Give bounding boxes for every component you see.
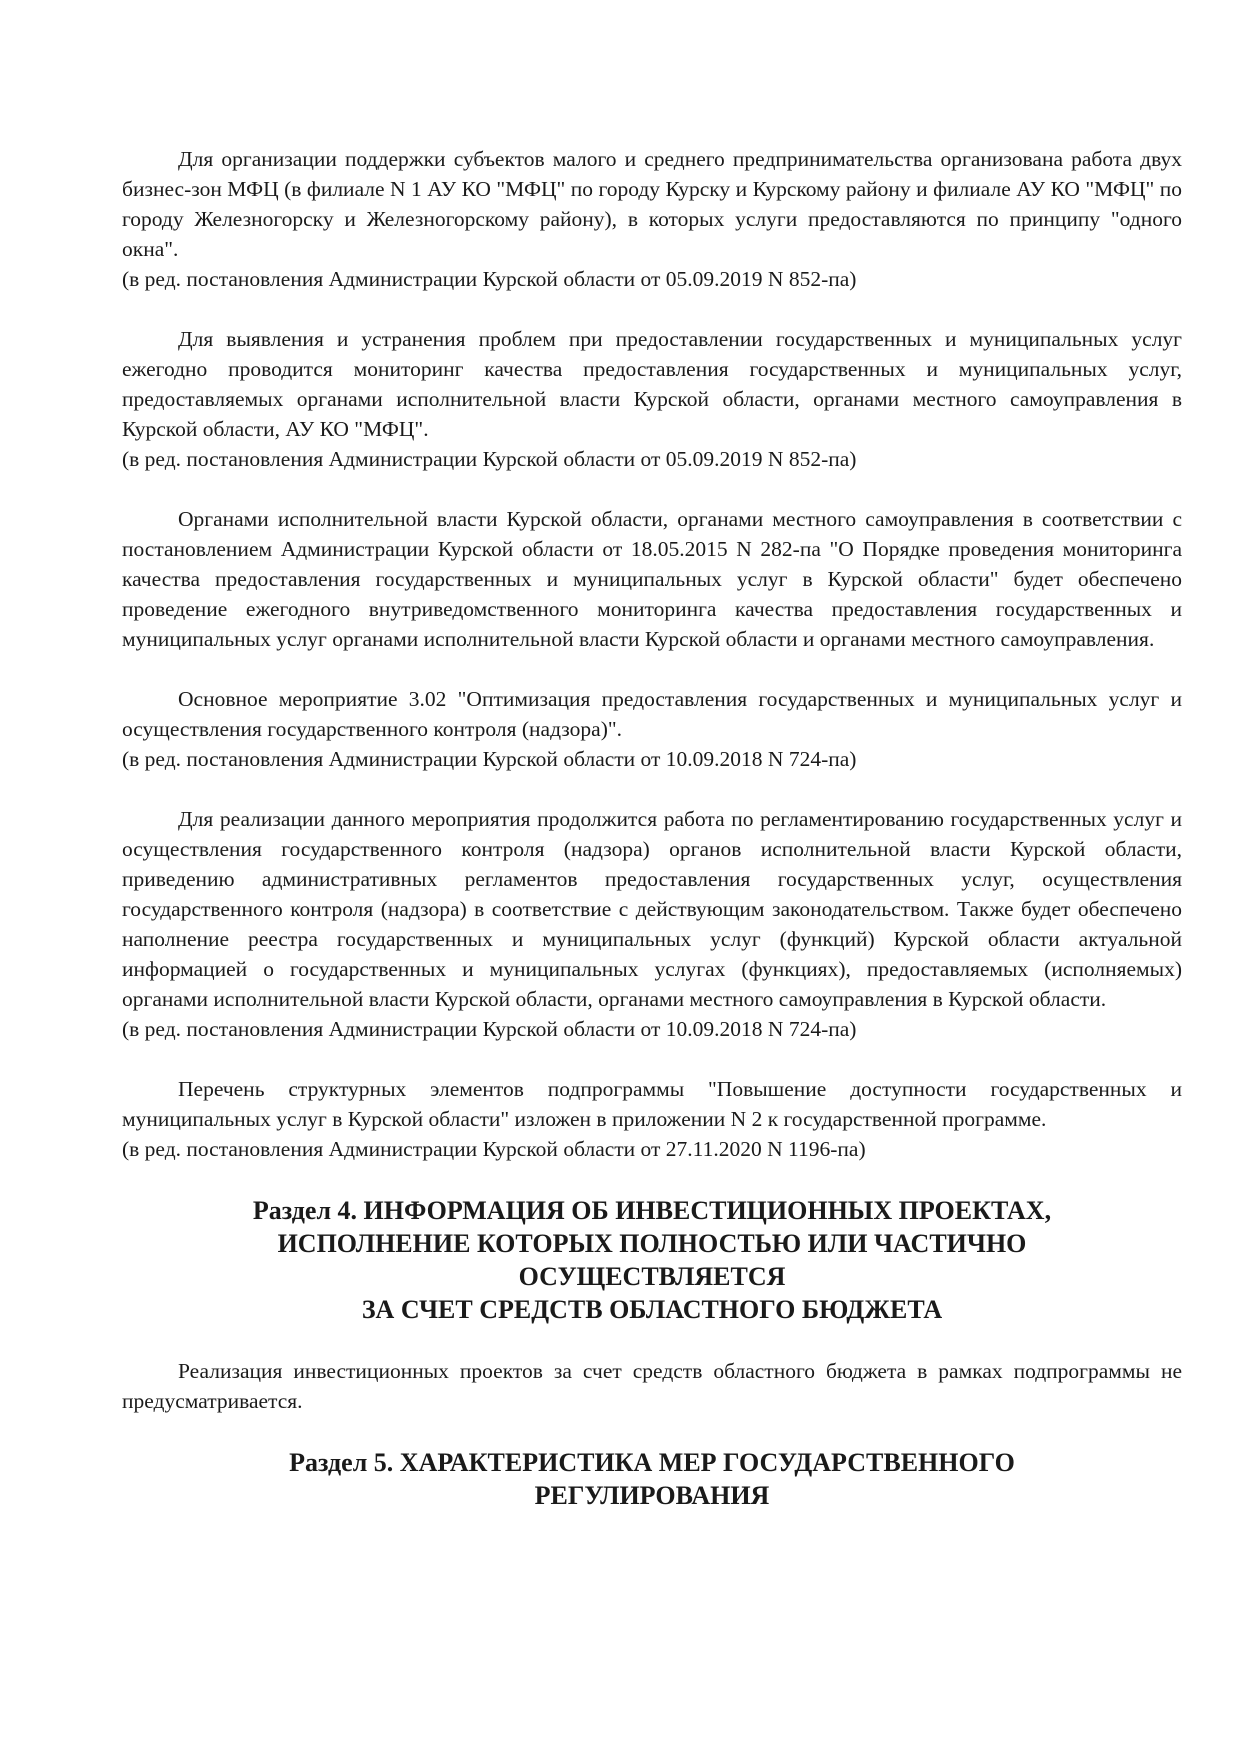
amendment-note: (в ред. постановления Администрации Курской области от 05.09.2019 N 852-па) — [122, 447, 857, 471]
amendment-note: (в ред. постановления Администрации Курской области от 10.09.2018 N 724-па) — [122, 747, 857, 771]
section-4-heading — [122, 1194, 1182, 1326]
paragraph-text: Для выявления и устранения проблем при предоставлении государственных и муниципальных услуг ежегодно проводится мониторинг качества предоставления государственных и муниципальных услуг, предоставляемых органами исполнительной власти Курской области, органами местного самоуправления в Курской области, АУ КО "МФЦ". — [122, 327, 1182, 441]
paragraph-text: Основное мероприятие 3.02 "Оптимизация предоставления государственных и муниципальных услуг и осуществления государственного контроля (надзора)". — [122, 687, 1182, 741]
section-4-body — [122, 1356, 1182, 1416]
heading-line: РЕГУЛИРОВАНИЯ — [534, 1481, 770, 1510]
paragraph-block-4 — [122, 684, 1182, 774]
heading-line: Раздел 4. ИНФОРМАЦИЯ ОБ ИНВЕСТИЦИОННЫХ ПРОЕКТАХ, — [252, 1196, 1052, 1225]
heading-line: ЗА СЧЕТ СРЕДСТВ ОБЛАСТНОГО БЮДЖЕТА — [361, 1295, 943, 1324]
amendment-note: (в ред. постановления Администрации Курской области от 27.11.2020 N 1196-па) — [122, 1137, 866, 1161]
paragraph-text: Реализация инвестиционных проектов за счет средств областного бюджета в рамках подпрограммы не предусматривается. — [122, 1359, 1182, 1413]
document-page — [122, 144, 1182, 1512]
paragraph-text: Органами исполнительной власти Курской области, органами местного самоуправления в соответствии с постановлением Администрации Курской области от 18.05.2015 N 282-па "О Порядке проведения мониторинга качества предоставления государственных и муниципальных услуг в Курской области" будет обеспечено проведение ежегодного внутриведомственного мониторинга качества предоставления государственных и муниципальных услуг органами исполнительной власти Курской области и органами местного самоуправления. — [122, 507, 1182, 651]
section-5-heading — [122, 1446, 1182, 1512]
heading-line: ИСПОЛНЕНИЕ КОТОРЫХ ПОЛНОСТЬЮ ИЛИ ЧАСТИЧНО — [277, 1229, 1027, 1258]
paragraph-block-1 — [122, 144, 1182, 294]
paragraph-block-6 — [122, 1074, 1182, 1164]
paragraph-block-5 — [122, 804, 1182, 1044]
paragraph-text: Перечень структурных элементов подпрограммы "Повышение доступности государственных и муниципальных услуг в Курской области" изложен в приложении N 2 к государственной программе. — [122, 1077, 1182, 1131]
paragraph-text: Для организации поддержки субъектов малого и среднего предпринимательства организована работа двух бизнес-зон МФЦ (в филиале N 1 АУ КО "МФЦ" по городу Курску и Курскому району и филиале АУ КО "МФЦ" по городу Железногорску и Железногорскому району), в которых услуги предоставляются по принципу "одного окна". — [122, 147, 1182, 261]
amendment-note: (в ред. постановления Администрации Курской области от 10.09.2018 N 724-па) — [122, 1017, 857, 1041]
heading-line: ОСУЩЕСТВЛЯЕТСЯ — [518, 1262, 786, 1291]
spacer — [122, 1326, 1182, 1356]
amendment-note: (в ред. постановления Администрации Курской области от 05.09.2019 N 852-па) — [122, 267, 857, 291]
heading-line: Раздел 5. ХАРАКТЕРИСТИКА МЕР ГОСУДАРСТВЕННОГО — [289, 1448, 1015, 1477]
paragraph-block-3 — [122, 504, 1182, 654]
paragraph-text: Для реализации данного мероприятия продолжится работа по регламентированию государственных услуг и осуществления государственного контроля (надзора) органов исполнительной власти Курской области, приведению административных регламентов предоставления государственных услуг, осуществления государственного контроля (надзора) в соответствие с действующим законодательством. Также будет обеспечено наполнение реестра государственных и муниципальных услуг (функций) Курской области актуальной информацией о государственных и муниципальных услугах (функциях), предоставляемых (исполняемых) органами исполнительной власти Курской области, органами местного самоуправления в Курской области. — [122, 807, 1182, 1011]
paragraph-block-2 — [122, 324, 1182, 474]
